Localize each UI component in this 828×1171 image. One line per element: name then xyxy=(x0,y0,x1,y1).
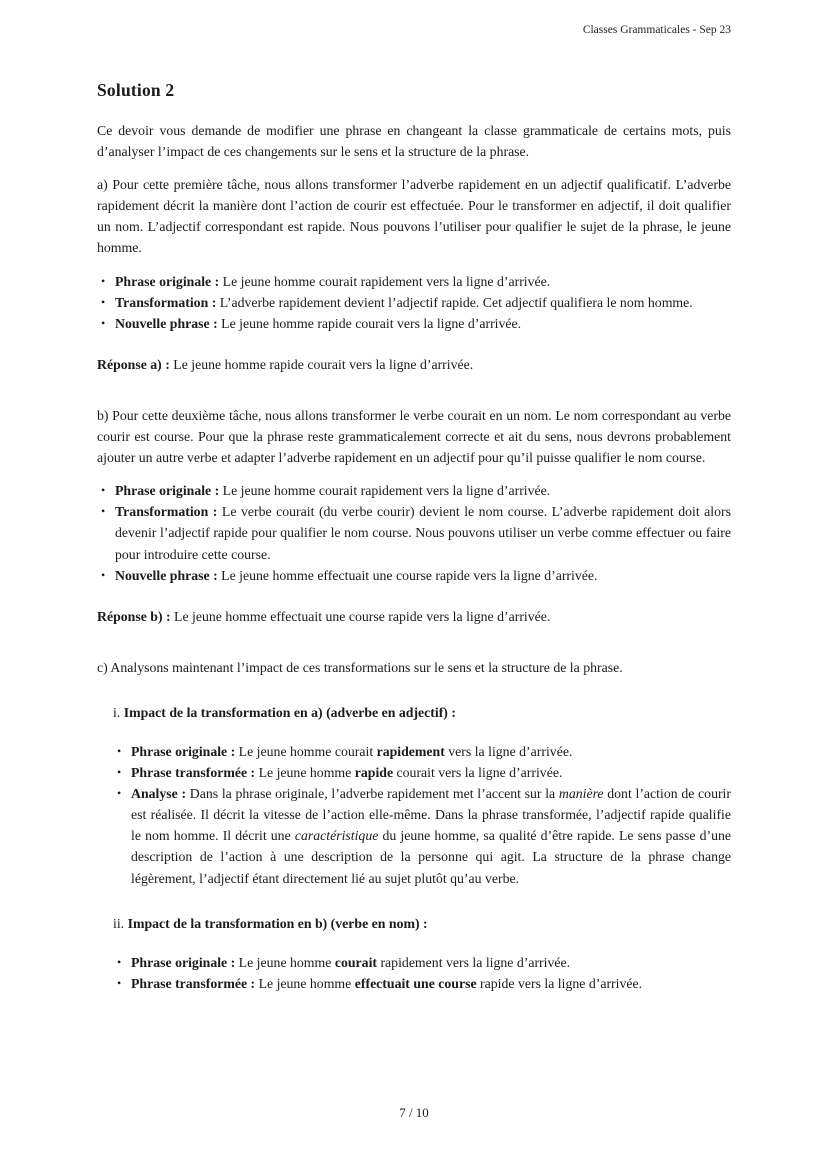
page-header: Classes Grammaticales - Sep 23 xyxy=(582,24,731,36)
task-a-paragraph: a) Pour cette première tâche, nous allons transformer l’adverbe rapidement en un adjectif qualificatif. L’adverbe rapidement décrit la manière dont l’action de courir est effectuée. Pour le transformer en adjectif, il doit qualifier un nom. L’adjectif correspondant est rapide. Nous pouvons l’utiliser pour qualifier le sujet de la phrase, le jeune homme. xyxy=(97,177,731,256)
task-b-paragraph: b) Pour cette deuxième tâche, nous allons transformer le verbe courait en un nom. Le nom correspondant au verbe courir est course. Pour que la phrase reste grammaticalement correcte et ait du sens, nous devrons probablement ajouter un autre verbe et adapter l’adverbe rapidement en un adjectif pour qu’il puisse qualifier le nom course. xyxy=(97,407,731,466)
subheading-ii: ii. Impact de la transformation en b) (verbe en nom) : xyxy=(113,915,428,931)
reponse-a: Réponse a) : Le jeune homme rapide courait vers la ligne d’arrivée. xyxy=(97,356,474,372)
reponse-b: Réponse b) : Le jeune homme effectuait une course rapide vers la ligne d’arrivée. xyxy=(97,608,551,624)
list-item: • Nouvelle phrase : Le jeune homme effectuait une course rapide vers la ligne d’arrivée. xyxy=(97,565,731,586)
list-item: • Analyse : Dans la phrase originale, l’adverbe rapidement met l’accent sur la manière dont l’action de courir est réalisée. Il décrit la vitesse de l’action elle-même. Dans la phrase transformée, l’adjectif rapide qualifie le nom homme. Il décrit une caractéristique du jeune homme, sa qualité d’être rapide. Le sens passe d’une description de l’action à une description de la personne qui agit. La structure de la phrase change légèrement, l’adjectif étant directement lié au sujet plutôt qu’au verbe. xyxy=(113,783,731,888)
intro-paragraph: Ce devoir vous demande de modifier une phrase en changeant la classe grammaticale de certains mots, puis d’analyser l’impact de ces changements sur le sens et la structure de la phrase. xyxy=(97,123,731,160)
list-item: • Phrase transformée : Le jeune homme effectuait une course rapide vers la ligne d’arrivée. xyxy=(113,973,731,994)
list-item: • Transformation : L’adverbe rapidement devient l’adjectif rapide. Cet adjectif qualifiera le nom homme. xyxy=(97,292,731,313)
task-a-list xyxy=(97,271,731,334)
subheading-i: i. Impact de la transformation en a) (adverbe en adjectif) : xyxy=(113,704,456,720)
list-item: • Phrase originale : Le jeune homme courait rapidement vers la ligne d’arrivée. xyxy=(113,741,731,762)
list-item: • Phrase originale : Le jeune homme courait rapidement vers la ligne d’arrivée. xyxy=(97,271,731,292)
list-item: • Transformation : Le verbe courait (du verbe courir) devient le nom course. L’adverbe rapidement doit alors devenir l’adjectif rapide pour qualifier le nom course. Nous pouvons utiliser un verbe comme effectuer ou faire pour introduire cette course. xyxy=(97,501,731,564)
list-item: • Nouvelle phrase : Le jeune homme rapide courait vers la ligne d’arrivée. xyxy=(97,313,731,334)
list-item: • Phrase originale : Le jeune homme courait rapidement vers la ligne d’arrivée. xyxy=(97,480,731,501)
subsection-ii-list xyxy=(113,952,731,994)
subsection-ii xyxy=(97,913,731,994)
list-item: • Phrase transformée : Le jeune homme rapide courait vers la ligne d’arrivée. xyxy=(113,762,731,783)
subsection-i-list xyxy=(113,741,731,889)
page-footer: 7 / 10 xyxy=(399,1105,429,1120)
page-title: Solution 2 xyxy=(97,80,175,100)
list-item: • Phrase originale : Le jeune homme courait rapidement vers la ligne d’arrivée. xyxy=(113,952,731,973)
task-c-paragraph: c) Analysons maintenant l’impact de ces transformations sur le sens et la structure de la phrase. xyxy=(97,659,623,675)
task-b-list xyxy=(97,480,731,585)
subsection-i xyxy=(97,702,731,889)
